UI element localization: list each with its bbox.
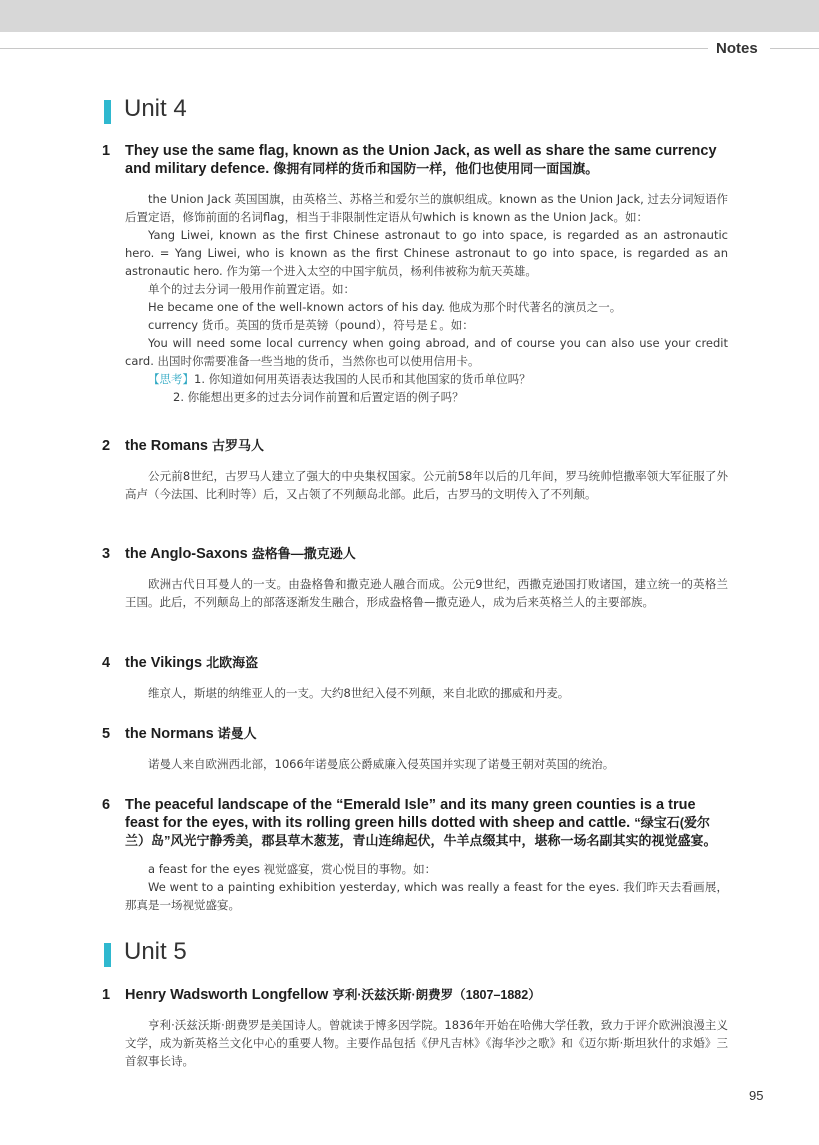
entry-heading-en: the Vikings xyxy=(125,655,203,671)
entry-heading-cn: 北欧海盗 xyxy=(206,655,259,670)
entry-heading-en: The peaceful landscape of the “Emerald Isle” and its many green counties is a true feast for the eyes, with its rolling green hills dotted with sheep and cattle. xyxy=(125,797,696,831)
paragraph: a feast for the eyes 视觉盛宴，赏心悦目的事物。如： xyxy=(148,862,437,876)
entry-number: 4 xyxy=(102,655,111,671)
entry-body xyxy=(125,575,728,611)
think-label: 【思考】 xyxy=(148,372,194,386)
paragraph: 维京人，斯堪的纳维亚人的一支。大约8世纪入侵不列颠，来自北欧的挪威和丹麦。 xyxy=(148,686,570,700)
unit-marker-bar xyxy=(104,943,111,967)
paragraph: the Union Jack 英国国旗，由英格兰、苏格兰和爱尔兰的旗帜组成。known as the Union Jack, 过去分词短语作后置定语，修饰前面的名词flag，相当于非限制性定语从句which is known as the Union Jack。如： xyxy=(125,192,728,224)
entry-heading-cn: 像拥有同样的货币和国防一样，他们也使用同一面国旗。 xyxy=(273,161,599,176)
entry-heading xyxy=(102,545,728,563)
entry-number: 2 xyxy=(102,438,111,454)
entry-number: 6 xyxy=(102,797,111,813)
note-entry-4 xyxy=(102,654,728,702)
entry-heading-en: the Romans xyxy=(125,438,208,454)
entry-heading xyxy=(102,142,728,178)
paragraph: 公元前8世纪，古罗马人建立了强大的中央集权国家。公元前58年以后的几年间，罗马统帅恺撒率领大军征服了外高卢（今法国、比利时等）后，又占领了不列颠岛北部。此后，古罗马的文明传入了不列颠。 xyxy=(125,469,728,501)
unit5-note-entry-1 xyxy=(102,986,728,1070)
entry-number: 1 xyxy=(102,143,111,159)
paragraph: 亨利·沃兹沃斯·朗费罗是美国诗人。曾就读于博多因学院。1836年开始在哈佛大学任教，致力于评介欧洲浪漫主义文学，成为新英格兰文化中心的重要人物。主要作品包括《伊凡吉林》《海华沙之歌》和《迈尔斯·斯坦狄什的求婚》三首叙事长诗。 xyxy=(125,1018,728,1068)
entry-number: 1 xyxy=(102,987,111,1003)
notes-label: Notes xyxy=(716,40,758,57)
entry-heading-en: Henry Wadsworth Longfellow xyxy=(125,987,329,1003)
entry-heading xyxy=(102,654,728,672)
note-entry-5 xyxy=(102,725,728,773)
note-entry-3 xyxy=(102,545,728,611)
page-number: 95 xyxy=(749,1088,764,1103)
notes-rule-right xyxy=(770,48,819,49)
entry-body xyxy=(125,684,728,702)
paragraph: 单个的过去分词一般用作前置定语。如： xyxy=(148,282,355,296)
notes-rule-left xyxy=(0,48,708,49)
note-entry-2 xyxy=(102,437,728,503)
entry-heading-cn: “绿宝石(爱尔兰）岛”风光宁静秀美，郡县草木葱茏，青山连绵起伏，牛羊点缀其中，堪称一场名副其实的视觉盛宴。 xyxy=(125,815,717,848)
entry-heading-cn: 盎格鲁—撒克逊人 xyxy=(251,546,356,561)
entry-number: 5 xyxy=(102,726,111,742)
unit-marker-bar xyxy=(104,100,111,124)
entry-heading-en: They use the same flag, known as the Union Jack, as well as share the same currency and military defence. xyxy=(125,143,717,177)
entry-heading xyxy=(102,986,728,1004)
paragraph: He became one of the well-known actors of his day. 他成为那个时代著名的演员之一。 xyxy=(148,300,622,314)
note-entry-6 xyxy=(102,796,728,914)
unit-title: Unit 5 xyxy=(124,938,187,965)
paragraph: Yang Liwei, known as the first Chinese astronaut to go into space, is regarded as an astronautic hero. = Yang Liwei, who is known as the first Chinese astronaut to go into space, is regarded as an astronautic hero. 作为第一个进入太空的中国宇航员，杨利伟被称为航天英雄。 xyxy=(125,228,728,278)
entry-heading-cn: 古罗马人 xyxy=(212,438,265,453)
entry-body xyxy=(125,1016,728,1070)
paragraph: 欧洲古代日耳曼人的一支。由盎格鲁和撒克逊人融合而成。公元9世纪，西撒克逊国打败诸国，建立统一的英格兰王国。此后，不列颠岛上的部落逐渐发生融合，形成盎格鲁—撒克逊人，成为后来英格兰人的主要部族。 xyxy=(125,577,728,609)
entry-body xyxy=(125,190,728,406)
entry-body xyxy=(125,467,728,503)
entry-body xyxy=(125,860,728,914)
entry-body xyxy=(125,755,728,773)
entry-heading xyxy=(102,437,728,455)
entry-heading-cn: 诺曼人 xyxy=(217,726,257,741)
top-gray-band xyxy=(0,0,819,32)
entry-heading-en: the Normans xyxy=(125,726,214,742)
paragraph: currency 货币。英国的货币是英镑（pound），符号是￡。如： xyxy=(148,318,474,332)
entry-heading-en: the Anglo-Saxons xyxy=(125,546,248,562)
paragraph: You will need some local currency when going abroad, and of course you can also use your credit card. 出国时你需要准备一些当地的货币，当然你也可以使用信用卡。 xyxy=(125,336,728,368)
entry-heading xyxy=(102,725,728,743)
paragraph: We went to a painting exhibition yesterday, which was really a feast for the eyes. 我们昨天去看画展，那真是一场视觉盛宴。 xyxy=(125,880,728,912)
note-entry-1 xyxy=(102,142,728,406)
unit-title: Unit 4 xyxy=(124,95,187,122)
think-question-2: 2. 你能想出更多的过去分词作前置和后置定语的例子吗？ xyxy=(173,390,464,404)
entry-heading xyxy=(102,796,728,850)
think-question-1: 【思考】1. 你知道如何用英语表达我国的人民币和其他国家的货币单位吗？ xyxy=(148,372,531,386)
entry-number: 3 xyxy=(102,546,111,562)
paragraph: 诺曼人来自欧洲西北部，1066年诺曼底公爵威廉入侵英国并实现了诺曼王朝对英国的统治。 xyxy=(148,757,615,771)
entry-heading-cn: 亨利·沃兹沃斯·朗费罗（1807–1882） xyxy=(332,988,541,1002)
